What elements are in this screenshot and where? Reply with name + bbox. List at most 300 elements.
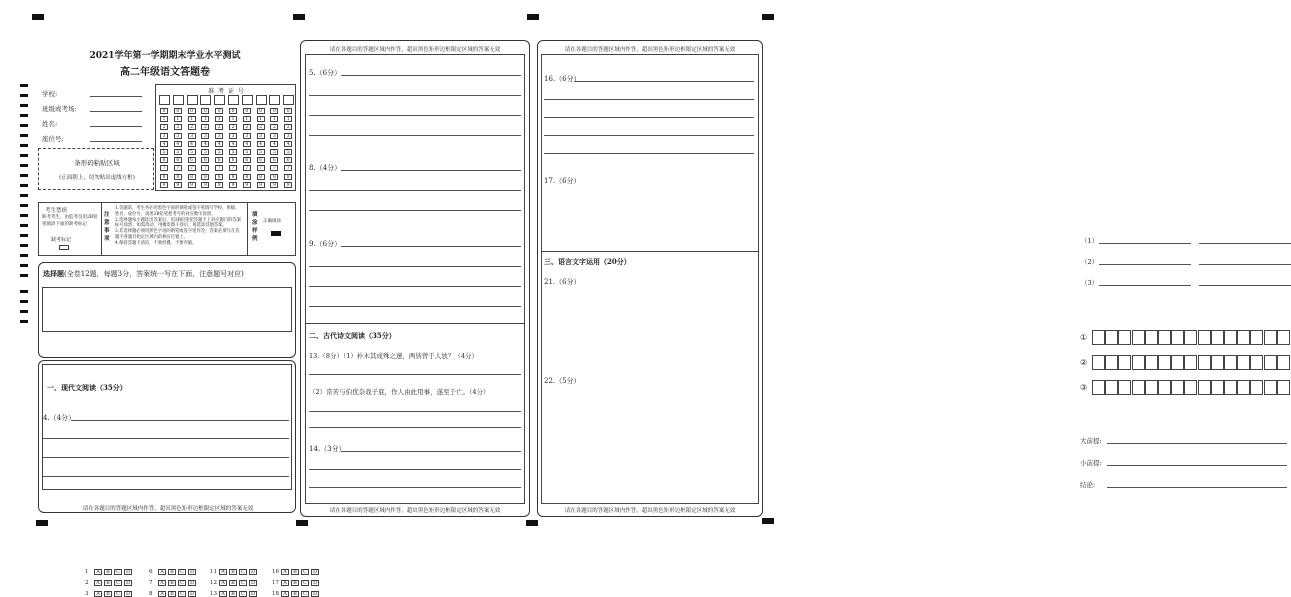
section-divider	[541, 251, 759, 252]
admission-digit-bubble[interactable]: 0	[188, 108, 196, 114]
choice-option-bubble[interactable]: B	[104, 580, 112, 586]
admission-digit-bubble[interactable]: 6	[201, 157, 209, 163]
admission-digit-bubble[interactable]: 9	[174, 182, 182, 188]
choice-option-bubble[interactable]: C	[301, 569, 309, 575]
admission-digit-bubble[interactable]: 1	[284, 116, 292, 122]
answer-grid-square[interactable]	[1237, 330, 1250, 345]
admission-digit-bubble[interactable]: 8	[201, 174, 209, 180]
question-9-label: 9.（6分）	[309, 240, 342, 248]
admission-digit-bubble[interactable]: 3	[188, 133, 196, 139]
admission-digit-bubble[interactable]: 2	[229, 124, 237, 130]
timing-mark	[20, 164, 28, 167]
answer-grid-square[interactable]	[1250, 355, 1263, 370]
admission-digit-bubble[interactable]: 2	[215, 124, 223, 130]
admission-write-cell[interactable]	[173, 95, 184, 105]
choice-option-bubble[interactable]: A	[158, 569, 166, 575]
choice-option-bubble[interactable]: A	[219, 591, 227, 597]
answer-line[interactable]	[1199, 285, 1291, 286]
admission-write-cell[interactable]	[214, 95, 225, 105]
choice-option-bubble[interactable]: B	[229, 569, 237, 575]
header-notice: 请在各题目的答题区域内作答，超出黑色矩形边框限定区域的答案无效	[329, 47, 501, 53]
choice-option-bubble[interactable]: D	[312, 591, 317, 597]
admission-digit-bubble[interactable]: 8	[243, 174, 251, 180]
choice-option-bubble[interactable]: B	[168, 569, 176, 575]
admission-digit-bubble[interactable]: 1	[174, 116, 182, 122]
admission-digit-bubble[interactable]: 4	[215, 141, 223, 147]
answer-grid-square[interactable]	[1092, 355, 1105, 370]
choice-option-bubble[interactable]: B	[104, 591, 112, 597]
choice-option-bubble[interactable]: A	[281, 580, 289, 586]
admission-digit-bubble[interactable]: 4	[270, 141, 278, 147]
admission-digit-bubble[interactable]: 2	[270, 124, 278, 130]
choice-number: 12	[210, 580, 217, 586]
admission-write-cell[interactable]	[159, 95, 170, 105]
admission-digit-bubble[interactable]: 6	[229, 157, 237, 163]
choice-option-bubble[interactable]: D	[312, 580, 317, 586]
admission-digit-bubble[interactable]: 4	[201, 141, 209, 147]
choice-option-bubble[interactable]: A	[94, 569, 102, 575]
question-17-label: 17.（6分）	[544, 177, 581, 185]
correct-fill-sample	[271, 231, 281, 236]
admission-digit-bubble[interactable]: 9	[160, 182, 168, 188]
admission-digit-bubble[interactable]: 9	[188, 182, 196, 188]
choice-option-bubble[interactable]: D	[189, 580, 194, 586]
timing-mark	[20, 134, 28, 137]
question-21-row-mark: ②	[1080, 358, 1088, 367]
student-field-input[interactable]	[90, 96, 142, 97]
answer-line[interactable]	[574, 81, 754, 82]
answer-line[interactable]	[1107, 465, 1287, 466]
answer-grid-square[interactable]	[1224, 380, 1237, 395]
answer-line[interactable]	[43, 438, 289, 439]
admission-digit-bubble[interactable]: 2	[188, 124, 196, 130]
answer-line[interactable]	[309, 95, 521, 96]
answer-grid-square[interactable]	[1277, 380, 1290, 395]
timing-mark	[20, 320, 28, 323]
registration-mark	[293, 14, 305, 20]
choice-option-bubble[interactable]: C	[114, 569, 122, 575]
admission-digit-bubble[interactable]: 4	[188, 141, 196, 147]
admission-digit-bubble[interactable]: 5	[243, 149, 251, 155]
answer-line[interactable]	[309, 469, 521, 470]
admission-digit-bubble[interactable]: 9	[201, 182, 209, 188]
choice-option-bubble[interactable]: C	[301, 591, 309, 597]
admission-digit-bubble[interactable]: 3	[270, 133, 278, 139]
admission-digit-bubble[interactable]: 4	[243, 141, 251, 147]
answer-grid-square[interactable]	[1211, 380, 1224, 395]
choice-number: 2	[85, 580, 89, 586]
answer-grid-square[interactable]	[1171, 355, 1184, 370]
admission-digit-bubble[interactable]: 2	[174, 124, 182, 130]
admission-digit-bubble[interactable]: 9	[284, 182, 292, 188]
admission-digit-bubble[interactable]: 7	[188, 165, 196, 171]
choice-option-bubble[interactable]: C	[239, 580, 247, 586]
choice-option-bubble[interactable]: D	[125, 580, 130, 586]
answer-grid-square[interactable]	[1145, 330, 1158, 345]
admission-write-cell[interactable]	[242, 95, 253, 105]
admission-digit-bubble[interactable]: 5	[160, 149, 168, 155]
answer-grid-square[interactable]	[1211, 330, 1224, 345]
admission-digit-bubble[interactable]: 0	[229, 108, 237, 114]
barcode-label: 条形码粘贴区域	[74, 159, 120, 167]
admission-digit-bubble[interactable]: 6	[174, 157, 182, 163]
admission-digit-bubble[interactable]: 0	[160, 108, 168, 114]
registration-mark	[526, 520, 538, 526]
answer-grid-square[interactable]	[1132, 380, 1145, 395]
admission-digit-bubble[interactable]: 5	[284, 149, 292, 155]
answer-grid-square[interactable]	[1132, 330, 1145, 345]
choice-option-bubble[interactable]: A	[281, 591, 289, 597]
answer-line[interactable]	[1107, 443, 1287, 444]
answer-line[interactable]	[309, 487, 521, 488]
admission-digit-bubble[interactable]: 0	[215, 108, 223, 114]
section1-title: 一、现代文阅读（35分）	[47, 383, 127, 392]
choice-number: 11	[210, 569, 217, 575]
question-16-label: 16.（6分）	[544, 75, 581, 83]
column2-inner	[305, 54, 525, 504]
admission-digit-bubble[interactable]: 0	[257, 108, 265, 114]
answer-line[interactable]	[309, 286, 521, 287]
admission-digit-bubble[interactable]: 6	[188, 157, 196, 163]
admission-digit-bubble[interactable]: 1	[160, 116, 168, 122]
admission-digit-bubble[interactable]: 2	[284, 124, 292, 130]
answer-grid-square[interactable]	[1264, 355, 1277, 370]
answer-grid-square[interactable]	[1277, 330, 1290, 345]
answer-line[interactable]	[1099, 264, 1191, 265]
admission-write-cell[interactable]	[200, 95, 211, 105]
admission-digit-bubble[interactable]: 7	[229, 165, 237, 171]
choice-option-bubble[interactable]: C	[301, 580, 309, 586]
choice-option-bubble[interactable]: A	[158, 580, 166, 586]
choice-option-bubble[interactable]: D	[189, 569, 194, 575]
answer-line[interactable]	[309, 115, 521, 116]
admission-digit-bubble[interactable]: 4	[257, 141, 265, 147]
answer-grid-square[interactable]	[1145, 380, 1158, 395]
admission-digit-bubble[interactable]: 3	[284, 133, 292, 139]
admission-digit-bubble[interactable]: 3	[243, 133, 251, 139]
admission-digit-bubble[interactable]: 7	[257, 165, 265, 171]
answer-line[interactable]	[1199, 243, 1291, 244]
timing-mark	[20, 114, 28, 117]
answer-grid-square[interactable]	[1145, 355, 1158, 370]
choice-option-bubble[interactable]: C	[178, 569, 186, 575]
answer-grid-square[interactable]	[1264, 380, 1277, 395]
answer-grid-square[interactable]	[1171, 380, 1184, 395]
admission-digit-bubble[interactable]: 3	[201, 133, 209, 139]
admission-digit-bubble[interactable]: 1	[201, 116, 209, 122]
admission-digit-bubble[interactable]: 3	[174, 133, 182, 139]
choice-option-bubble[interactable]: D	[312, 569, 317, 575]
admission-digit-bubble[interactable]: 7	[160, 165, 168, 171]
divider	[247, 203, 248, 255]
choice-option-bubble[interactable]: B	[291, 591, 299, 597]
student-field-input[interactable]	[90, 141, 142, 142]
timing-mark	[20, 214, 28, 217]
admission-digit-bubble[interactable]: 3	[215, 133, 223, 139]
answer-line[interactable]	[309, 427, 521, 428]
answer-line[interactable]	[544, 99, 754, 100]
admission-digit-bubble[interactable]: 8	[284, 174, 292, 180]
choice-option-bubble[interactable]: A	[158, 591, 166, 597]
choice-option-bubble[interactable]: B	[291, 580, 299, 586]
answer-grid-square[interactable]	[1105, 330, 1118, 345]
choice-option-bubble[interactable]: C	[114, 591, 122, 597]
answer-line[interactable]	[309, 306, 521, 307]
answer-line[interactable]	[544, 153, 754, 154]
notice-area	[38, 202, 296, 256]
choice-option-bubble[interactable]: D	[125, 591, 130, 597]
absent-box[interactable]	[59, 245, 69, 250]
registration-mark	[527, 14, 539, 20]
question-13a-label: 13.（8分）（1）朴木其成殊之速，两皆曾于人欤？（4分）	[309, 352, 478, 360]
answer-line[interactable]	[309, 210, 521, 211]
answer-grid-square[interactable]	[1158, 355, 1171, 370]
answer-grid-square[interactable]	[1250, 380, 1263, 395]
admission-digit-bubble[interactable]: 5	[174, 149, 182, 155]
admission-digit-bubble[interactable]: 7	[270, 165, 278, 171]
answer-line[interactable]	[1099, 243, 1191, 244]
choice-number: 8	[149, 591, 153, 597]
choice-option-bubble[interactable]: D	[250, 591, 255, 597]
admission-digit-bubble[interactable]: 5	[215, 149, 223, 155]
admission-digit-bubble[interactable]: 5	[201, 149, 209, 155]
question-17-item-label: （3）	[1081, 279, 1099, 287]
question-21-label: 21.（6分）	[544, 278, 581, 286]
answer-grid-square[interactable]	[1211, 355, 1224, 370]
section3-title: 三、语言文字运用（20分）	[544, 257, 631, 266]
student-field-label: 姓名:	[42, 120, 58, 128]
question-22-item-label: 小前提:	[1080, 459, 1102, 467]
choice-option-bubble[interactable]: B	[229, 591, 237, 597]
question-21-row-mark: ①	[1080, 333, 1088, 342]
question-8-label: 8.（4分）	[309, 164, 342, 172]
choice-number: 7	[149, 580, 153, 586]
admission-digit-bubble[interactable]: 6	[284, 157, 292, 163]
choice-option-bubble[interactable]: D	[189, 591, 194, 597]
question-22-item-label: 大前提:	[1080, 437, 1102, 445]
admission-digit-bubble[interactable]: 6	[243, 157, 251, 163]
answer-line[interactable]	[1099, 285, 1191, 286]
answer-grid-square[interactable]	[1277, 355, 1290, 370]
answer-line[interactable]	[341, 246, 521, 247]
admission-digit-bubble[interactable]: 6	[160, 157, 168, 163]
admission-digit-bubble[interactable]: 9	[243, 182, 251, 188]
answer-grid-square[interactable]	[1092, 330, 1105, 345]
choice-desc: (全卷12题，每题3分，答案统一写在下面，注意题号对应)	[64, 270, 244, 278]
answer-grid-square[interactable]	[1237, 355, 1250, 370]
answer-grid-square[interactable]	[1250, 330, 1263, 345]
answer-grid-square[interactable]	[1171, 330, 1184, 345]
admission-digit-bubble[interactable]: 9	[229, 182, 237, 188]
choice-option-bubble[interactable]: A	[219, 569, 227, 575]
answer-grid-square[interactable]	[1118, 380, 1131, 395]
registration-mark	[32, 14, 44, 20]
question-4-label: 4.（4分）	[43, 414, 76, 422]
answer-line[interactable]	[309, 374, 521, 375]
choice-option-bubble[interactable]: A	[281, 569, 289, 575]
admission-digit-bubble[interactable]: 4	[284, 141, 292, 147]
choice-number: 18	[272, 591, 279, 597]
answer-line[interactable]	[71, 420, 289, 421]
answer-line[interactable]	[309, 190, 521, 191]
absent-label: 缺考标记	[51, 237, 72, 243]
choice-option-bubble[interactable]: C	[239, 591, 247, 597]
notice-left-title: 考生禁填	[45, 208, 68, 214]
admission-digit-bubble[interactable]: 2	[201, 124, 209, 130]
admission-digit-bubble[interactable]: 6	[215, 157, 223, 163]
answer-grid-square[interactable]	[1158, 380, 1171, 395]
admission-digit-bubble[interactable]: 0	[201, 108, 209, 114]
answer-line[interactable]	[341, 170, 521, 171]
admission-digit-bubble[interactable]: 7	[174, 165, 182, 171]
answer-grid-square[interactable]	[1184, 380, 1197, 395]
answer-grid-square[interactable]	[1092, 380, 1105, 395]
header-notice: 请在各题目的答题区域内作答，超出黑色矩形边框限定区域的答案无效	[564, 47, 736, 53]
barcode-hint: (正面朝上，切勿贴出虚线方框)	[59, 175, 135, 181]
answer-line[interactable]	[309, 411, 521, 412]
admission-digit-bubble[interactable]: 5	[257, 149, 265, 155]
admission-write-cell[interactable]	[228, 95, 239, 105]
choice-option-bubble[interactable]: D	[250, 580, 255, 586]
timing-mark	[20, 124, 28, 127]
admission-digit-bubble[interactable]: 5	[270, 149, 278, 155]
admission-digit-bubble[interactable]: 8	[188, 174, 196, 180]
admission-digit-bubble[interactable]: 9	[215, 182, 223, 188]
admission-digit-bubble[interactable]: 1	[257, 116, 265, 122]
answer-grid-square[interactable]	[1132, 355, 1145, 370]
admission-digit-bubble[interactable]: 8	[174, 174, 182, 180]
choice-option-bubble[interactable]: A	[94, 591, 102, 597]
choice-option-bubble[interactable]: B	[291, 569, 299, 575]
answer-grid-square[interactable]	[1198, 355, 1211, 370]
admission-digit-bubble[interactable]: 1	[229, 116, 237, 122]
admission-digit-bubble[interactable]: 3	[257, 133, 265, 139]
answer-line[interactable]	[341, 75, 521, 76]
choice-option-bubble[interactable]: D	[125, 569, 130, 575]
admission-digit-bubble[interactable]: 9	[270, 182, 278, 188]
admission-digit-bubble[interactable]: 7	[243, 165, 251, 171]
admission-digit-bubble[interactable]: 1	[215, 116, 223, 122]
admission-digit-bubble[interactable]: 0	[243, 108, 251, 114]
answer-line[interactable]	[309, 135, 521, 136]
admission-digit-bubble[interactable]: 6	[270, 157, 278, 163]
answer-grid-square[interactable]	[1158, 330, 1171, 345]
admission-digit-bubble[interactable]: 8	[270, 174, 278, 180]
admission-digit-bubble[interactable]: 5	[188, 149, 196, 155]
choice-option-bubble[interactable]: C	[178, 580, 186, 586]
admission-write-cell[interactable]	[283, 95, 294, 105]
admission-write-cell[interactable]	[269, 95, 280, 105]
column2-panel	[300, 40, 530, 517]
admission-digit-bubble[interactable]: 2	[257, 124, 265, 130]
choice-number: 3	[85, 591, 89, 597]
student-field-input[interactable]	[90, 111, 142, 112]
admission-digit-bubble[interactable]: 1	[243, 116, 251, 122]
admission-digit-bubble[interactable]: 8	[229, 174, 237, 180]
notice-item: 2.选择题每小题选出答案后，用2B铅笔把答题卡上对应题目的答案标号涂黑；如需改动，用橡皮擦干净后，再选涂其他答案。	[115, 217, 242, 229]
answer-line[interactable]	[544, 117, 754, 118]
timing-mark	[20, 84, 28, 87]
admission-digit-bubble[interactable]: 1	[188, 116, 196, 122]
answer-grid-square[interactable]	[1224, 355, 1237, 370]
answer-grid-square[interactable]	[1198, 330, 1211, 345]
admission-digit-bubble[interactable]: 4	[174, 141, 182, 147]
admission-digit-bubble[interactable]: 3	[229, 133, 237, 139]
admission-digit-bubble[interactable]: 8	[215, 174, 223, 180]
answer-grid-square[interactable]	[1237, 380, 1250, 395]
admission-digit-bubble[interactable]: 9	[257, 182, 265, 188]
admission-digit-bubble[interactable]: 6	[257, 157, 265, 163]
answer-grid-square[interactable]	[1118, 355, 1131, 370]
answer-line[interactable]	[1199, 264, 1291, 265]
admission-digit-bubble[interactable]: 5	[229, 149, 237, 155]
answer-line[interactable]	[341, 451, 521, 452]
admission-write-cell[interactable]	[187, 95, 198, 105]
timing-mark	[20, 154, 28, 157]
student-field-label: 学校:	[42, 90, 58, 98]
answer-line[interactable]	[544, 135, 754, 136]
choice-option-bubble[interactable]: B	[229, 580, 237, 586]
notice-item: 4.保持答题卡清洁，不要折叠、不要弄破。	[115, 241, 197, 247]
admission-digit-bubble[interactable]: 0	[174, 108, 182, 114]
admission-digit-bubble[interactable]: 7	[201, 165, 209, 171]
answer-grid-square[interactable]	[1184, 355, 1197, 370]
answer-grid-square[interactable]	[1264, 330, 1277, 345]
choice-option-bubble[interactable]: B	[168, 591, 176, 597]
answer-line[interactable]	[43, 476, 289, 477]
answer-grid-square[interactable]	[1224, 330, 1237, 345]
student-field-label: 座位号:	[42, 135, 64, 143]
choice-option-bubble[interactable]: D	[250, 569, 255, 575]
timing-mark	[20, 174, 28, 177]
choice-option-bubble[interactable]: A	[94, 580, 102, 586]
choice-option-bubble[interactable]: C	[114, 580, 122, 586]
answer-grid-square[interactable]	[1184, 330, 1197, 345]
admission-write-cell[interactable]	[256, 95, 267, 105]
answer-line[interactable]	[43, 457, 289, 458]
fill-example-label: 填涂样例	[252, 212, 258, 242]
answer-grid-square[interactable]	[1105, 380, 1118, 395]
answer-grid-square[interactable]	[1105, 355, 1118, 370]
admission-digit-bubble[interactable]: 7	[284, 165, 292, 171]
admission-digit-bubble[interactable]: 0	[284, 108, 292, 114]
admission-digit-bubble[interactable]: 4	[229, 141, 237, 147]
question-17-item-label: （2）	[1081, 258, 1099, 266]
admission-digit-bubble[interactable]: 0	[270, 108, 278, 114]
choice-option-bubble[interactable]: C	[239, 569, 247, 575]
question-13b-label: （2）常苦与伯优杂戏子底，作人由此用事，遂至于亡。（4分）	[309, 388, 490, 396]
admission-digit-bubble[interactable]: 8	[257, 174, 265, 180]
admission-digit-bubble[interactable]: 2	[160, 124, 168, 130]
choice-option-bubble[interactable]: C	[178, 591, 186, 597]
answer-grid-square[interactable]	[1198, 380, 1211, 395]
choice-option-bubble[interactable]: B	[168, 580, 176, 586]
choice-option-bubble[interactable]: B	[104, 569, 112, 575]
admission-digit-bubble[interactable]: 1	[270, 116, 278, 122]
answer-grid-square[interactable]	[1118, 330, 1131, 345]
admission-digit-bubble[interactable]: 3	[160, 133, 168, 139]
question-22-label: 22.（5分）	[544, 377, 581, 385]
student-field-input[interactable]	[90, 126, 142, 127]
admission-digit-bubble[interactable]: 8	[160, 174, 168, 180]
answer-line[interactable]	[309, 266, 521, 267]
timing-mark	[20, 300, 28, 303]
admission-digit-bubble[interactable]: 2	[243, 124, 251, 130]
answer-line[interactable]	[1107, 487, 1287, 488]
admission-digit-bubble[interactable]: 7	[215, 165, 223, 171]
choice-option-bubble[interactable]: A	[219, 580, 227, 586]
admission-digit-bubble[interactable]: 4	[160, 141, 168, 147]
